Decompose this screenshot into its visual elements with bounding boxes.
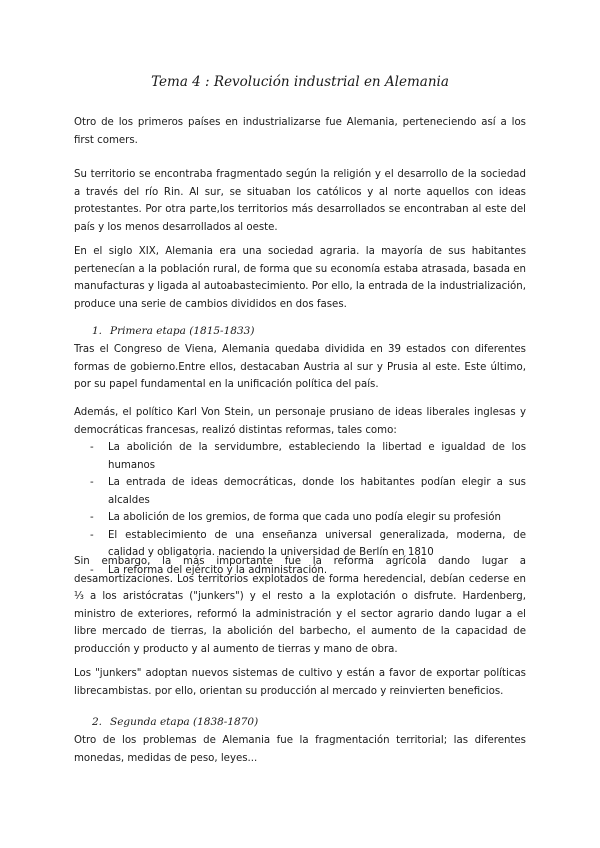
fragmentation-paragraph: Otro de los problemas de Alemania fue la fragmentación territorial; las diferentes monedas, medidas de peso, leyes... [74, 735, 526, 764]
agrarian-society-paragraph: En el siglo XIX, Alemania era una sociedad agraria. la mayoría de sus habitantes pertenecían a la población rural, de forma que su economía estaba atrasada, basada en manufacturas y ligada al autoabastecimiento. Por ello, la entrada de la industrialización, produce una serie de cambios divididos en dos fases. [74, 246, 526, 310]
bullet-dash: - [90, 529, 94, 541]
bullet-dash: - [90, 477, 94, 488]
list-item: - El establecimiento de una enseñanza universal generalizada, moderna, de calidad y obligatoria. naciendo la universidad de Berlín en 1810 [74, 527, 526, 562]
bullet-dash: - [90, 564, 94, 576]
section-heading-2 [92, 716, 258, 728]
page-title: Tema 4 : Revolución industrial en Alemania [151, 74, 449, 90]
list-item: - La abolición de la servidumbre, estableciendo la libertad e igualdad de los humanos [74, 439, 526, 474]
list-item: - La entrada de ideas democráticas, donde los habitantes podían elegir a sus alcaldes [74, 474, 526, 509]
bullet-dash: - [90, 442, 94, 453]
section-title: Primera etapa (1815-1833) [110, 325, 255, 337]
section-title: Segunda etapa (1838-1870) [110, 716, 259, 728]
von-stein-paragraph: Además, el político Karl Von Stein, un personaje prusiano de ideas liberales inglesas y democráticas francesas, realizó distintas reformas, tales como: [74, 407, 526, 436]
section-number: 1. [92, 325, 103, 337]
congress-vienna-paragraph: Tras el Congreso de Viena, Alemania quedaba dividida en 39 estados con diferentes formas de gobierno.Entre ellos, destacaban Austria al sur y Prusia al este. Este último, por su papel fundamental en la unificación política del país. [74, 344, 526, 390]
territory-paragraph: Su territorio se encontraba fragmentado según la religión y el desarrollo de la sociedad a través del río Rin. Al sur, se situaban los católicos y al norte aquellos con ideas protestantes. Por otra parte,los territorios más desarrollados se encontraban al este del país y los menos desarrollados al oeste. [74, 169, 526, 233]
list-item: - La reforma del ejército y la administración. [74, 562, 526, 580]
agrarian-reform-paragraph: Sin embargo, la más importante fue la reforma agrícola dando lugar a desamortizaciones. Los territorios explotados de forma heredencial, debían cederse en ⅓ a los aristócratas ("junkers") y el resto a la explotación o disfrute. Hardenberg, ministro de exteriores, reformó la administración y el sector agrario dando lugar a el libre mercado de tierras, la abolición del barbecho, el aumento de la capacidad de producción y producto y al aumento de tierras y mano de obra. [74, 556, 526, 655]
list-item: - La abolición de los gremios, de forma que cada uno podía elegir su profesión [74, 509, 526, 527]
bullet-dash: - [90, 512, 94, 523]
intro-paragraph: Otro de los primeros países en industrializarse fue Alemania, perteneciendo así a los first comers. [74, 117, 526, 146]
junkers-paragraph: Los "junkers" adoptan nuevos sistemas de cultivo y están a favor de exportar políticas librecambistas. por ello, orientan su producción al mercado y reinvierten beneficios. [74, 668, 526, 697]
section-number: 2. [92, 716, 103, 728]
section-heading-1 [92, 325, 254, 337]
